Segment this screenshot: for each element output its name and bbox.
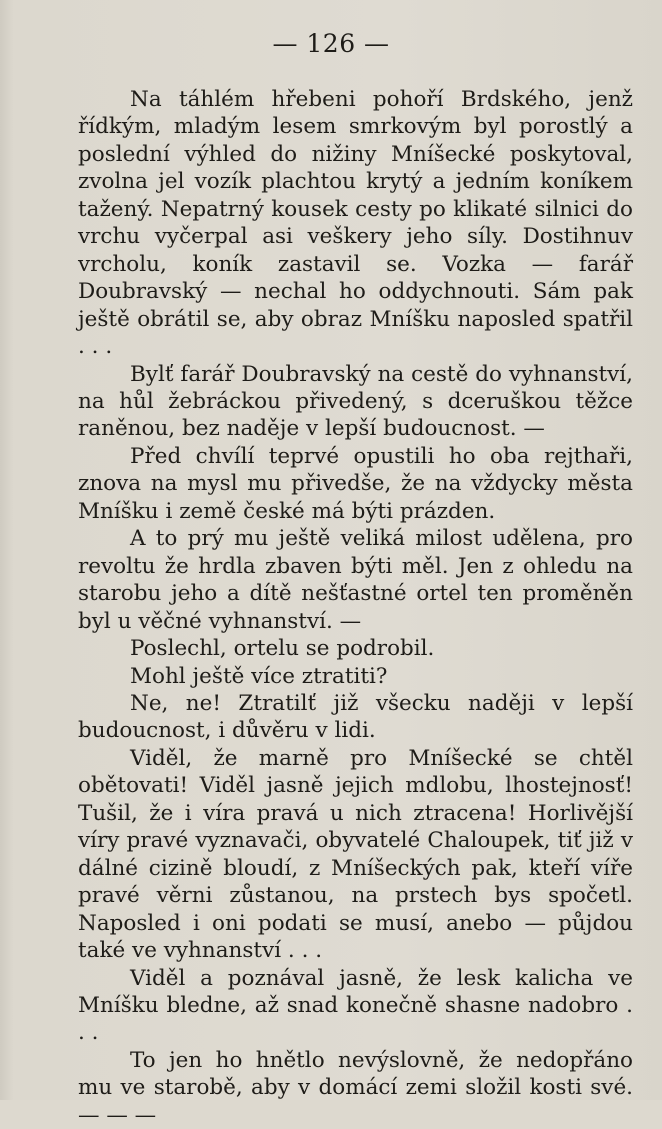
paragraph: Poslechl, ortelu se podrobil. (130, 636, 435, 662)
paragraph: Viděl, že marně pro Mníšecké se chtěl obětovati! Viděl jasně jejich mdlobu, lhostejnosť! Tušil, že i víra pravá u nich ztracena! Horlivější víry pravé vyznavači, obyvatelé Chaloupek, tiť již v dálné cizině bloudí, z Mníšeckých pak, kteří víře pravé věrni zůstanou, na prstech bys spočetl. Naposled i oni podati se musí, anebo — půjdou také ve vyhnanství . . . (78, 745, 633, 964)
body-text (78, 86, 633, 1129)
paragraph: Mohl ještě více ztratiti? (130, 663, 388, 689)
paragraph: Viděl a poznával jasně, že lesk kalicha ve Mníšku bledne, až snad konečně shasne nadobro . . . (78, 965, 633, 1046)
paragraph: To jen ho hnětlo nevýslovně, že nedopřáno mu ve starobě, aby v domácí zemi složil kosti své. — — — (78, 1047, 633, 1128)
paragraph: Bylť farář Doubravský na cestě do vyhnanství, na hůl žebráckou přivedený, s dceruškou těžce raněnou, bez naděje v lepší budoucnost. — (78, 361, 633, 442)
paragraph: Na táhlém hřebeni pohoří Brdského, jenž řídkým, mladým lesem smrkovým byl porostlý a poslední výhled do nižiny Mníšecké poskytoval, zvolna jel vozík plachtou krytý a jedním koníkem tažený. Nepatrný kousek cesty po klikaté silnici do vrchu vyčerpal asi veškery jeho síly. Dostihnuv vrcholu, koník zastavil se. Vozka — farář Doubravský — nechal ho oddychnouti. Sám pak ještě obrátil se, aby obraz Mníšku naposled spatřil . . . (78, 87, 633, 360)
page-number: — 126 — (272, 29, 390, 58)
paragraph: A to prý mu ještě veliká milost udělena, pro revoltu že hrdla zbaven býti měl. Jen z ohledu na starobu jeho a dítě nešťastné ortel ten proměněn byl u věčné vyhnanství. — (78, 526, 633, 634)
paragraph: Před chvílí teprvé opustili ho oba rejthaři, znova na mysl mu přivedše, že na vždycky města Mníšku i země české má býti prázden. (78, 443, 633, 524)
paragraph: Ne, ne! Ztratilť již všecku naději v lepší budoucnost, i důvěru v lidi. (78, 690, 633, 744)
